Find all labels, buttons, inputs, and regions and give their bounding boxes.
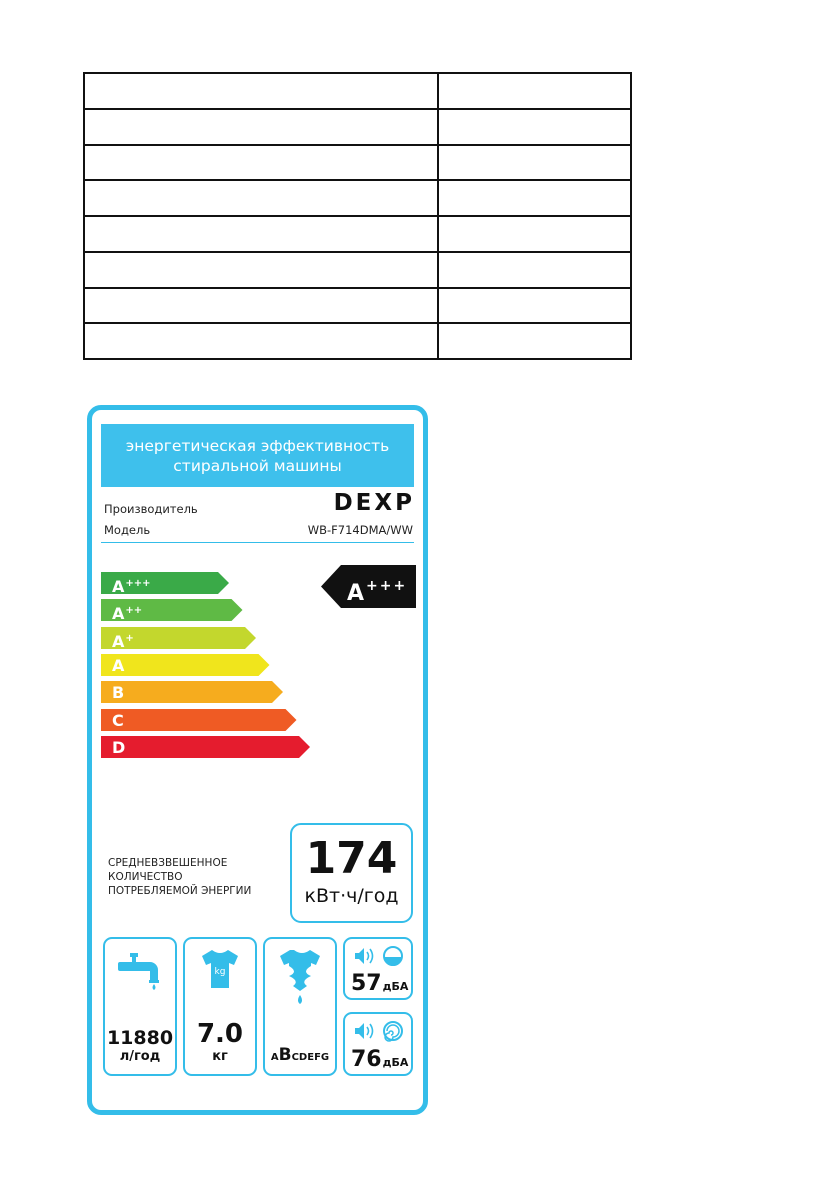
table-cell (438, 252, 631, 288)
noise-spin-icon (353, 1020, 407, 1042)
table-cell (84, 288, 438, 324)
energy-class-bar (101, 599, 243, 624)
capacity-box (183, 937, 257, 1076)
energy-class-bar (101, 572, 229, 594)
noise-spin-value: 76 (351, 1047, 382, 1072)
empty-table (83, 72, 632, 360)
table-row (84, 73, 631, 109)
consumption-unit: кВт·ч/год (304, 885, 399, 907)
table-row (84, 323, 631, 359)
table-row (84, 288, 631, 324)
energy-class-label: B (112, 683, 125, 703)
table-cell (84, 323, 438, 359)
energy-class-arrow (101, 654, 270, 676)
consumption-value: 174 (305, 833, 398, 884)
energy-class-bar (101, 709, 297, 731)
energy-class-bar (101, 654, 270, 676)
energy-class-arrow (101, 736, 310, 758)
noise-spin-unit: дБА (382, 1056, 409, 1069)
energy-class-bar (101, 627, 256, 649)
table-cell (84, 216, 438, 252)
table-cell (438, 180, 631, 216)
spin-efficiency-box (263, 937, 337, 1076)
tshirt-icon (200, 948, 240, 990)
separator-line (101, 542, 414, 543)
table-row (84, 145, 631, 181)
energy-class-label: A (112, 655, 125, 675)
table-cell (84, 252, 438, 288)
water-tap-icon (116, 951, 164, 993)
energy-class-arrow (101, 681, 283, 703)
noise-wash-unit: дБА (382, 980, 409, 993)
table-cell (438, 109, 631, 145)
energy-class-label: C (112, 710, 124, 730)
water-unit: л/год (119, 1049, 161, 1064)
capacity-value: 7.0 (196, 1019, 244, 1049)
noise-spin-value-group (351, 1047, 408, 1072)
water-consumption-box (103, 937, 177, 1076)
table-cell (84, 145, 438, 181)
rating-arrow (321, 565, 416, 608)
energy-class-bar (101, 681, 283, 703)
spin-class-scale: ABCDEFG (270, 1045, 330, 1065)
table-cell (438, 145, 631, 181)
table-cell (438, 323, 631, 359)
noise-wash-icon (353, 945, 407, 967)
capacity-icon-text: kg (214, 967, 226, 977)
table-row (84, 252, 631, 288)
energy-class-label: D (112, 737, 126, 757)
brand-logo: DEXP (333, 490, 415, 516)
table-row (84, 216, 631, 252)
banner-title-line1: энергетическая эффективность (125, 436, 390, 455)
table-cell (84, 73, 438, 109)
manufacturer-label: Производитель (104, 502, 198, 516)
table-cell (84, 180, 438, 216)
banner-title-line2: стиральной машины (173, 456, 342, 475)
table-cell (84, 109, 438, 145)
consumption-box (290, 823, 413, 923)
spin-drying-icon (278, 948, 322, 1006)
capacity-unit: кг (212, 1049, 228, 1064)
noise-wash-value-group (351, 971, 408, 996)
water-value: 11880 (106, 1027, 174, 1049)
consumption-label: СРЕДНЕВЗВЕШЕННОЕ КОЛИЧЕСТВО ПОТРЕБЛЯЕМОЙ ЭНЕРГИИ (108, 857, 252, 897)
table-cell (438, 73, 631, 109)
noise-spin-box (343, 1012, 413, 1076)
energy-class-label: A+ (112, 631, 134, 651)
noise-wash-value: 57 (351, 971, 382, 996)
model-label: Модель (104, 523, 151, 537)
energy-label (87, 405, 428, 1115)
noise-wash-box (343, 937, 413, 1000)
energy-class-label: A+++ (112, 577, 151, 596)
table-row (84, 180, 631, 216)
label-banner (101, 424, 414, 487)
energy-class-label: A++ (112, 604, 143, 624)
rating-text: A +++ (347, 578, 408, 606)
table-row (84, 109, 631, 145)
energy-class-bar (101, 736, 310, 758)
table-cell (438, 288, 631, 324)
model-number: WB-F714DMA/WW (307, 523, 413, 537)
table-cell (438, 216, 631, 252)
energy-class-arrow (101, 709, 297, 731)
